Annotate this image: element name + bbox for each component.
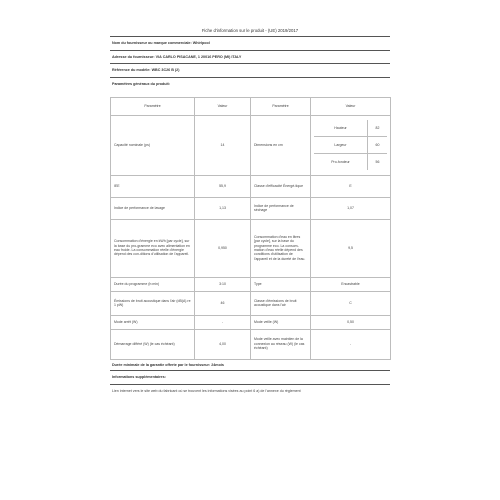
table-row [111, 277, 391, 291]
dimensions-cell [311, 115, 391, 175]
dimension-label: Pro-fondeur [314, 154, 367, 171]
dimension-value: 60 [367, 137, 387, 154]
parameter-cell: Type [251, 277, 311, 291]
additional-info-label: Informations supplémentaires: [112, 375, 166, 380]
parameter-cell: Durée du programme (h:min) [111, 277, 195, 291]
dimension-row [314, 137, 387, 154]
supplier-name-row [110, 37, 390, 50]
model-reference-value: WBC 3C26 B (2) [151, 68, 180, 73]
supplier-address-label: Adresse du fournisseur: [112, 54, 155, 59]
warranty-label: Durée minimale de la garantie offerte par le fournisseur: [112, 362, 211, 367]
value-cell: - [311, 329, 391, 359]
value-cell: 46 [195, 291, 251, 315]
column-header: Valeur [311, 97, 391, 115]
value-cell: 9,5 [311, 219, 391, 277]
value-cell: 1,07 [311, 197, 391, 219]
parameter-cell: Émissions de bruit acoustique dans l'air (dB(A) re 1 pW) [111, 291, 195, 315]
sheet-title: Fiche d'information sur le produit - (UE) 2019/2017 [201, 28, 299, 33]
table-row [111, 175, 391, 197]
supplier-address-row [110, 51, 390, 64]
parameter-cell: Consommation d'énergie en kWh [par cycle], sur la base du pro-gramme eco avec alimentation en eau froide. La consommation réelle d'énergie dépend des con-ditions d'utilisation de l'appareil. [111, 219, 195, 277]
parameter-cell: Dimensions en cm [251, 115, 311, 175]
parameter-cell: Classe d'efficacité Énergé-tique [251, 175, 311, 197]
table-header-row [111, 97, 391, 115]
model-reference-row [110, 64, 390, 77]
section-title: Paramètres généraux du produit: [112, 81, 170, 86]
dimension-value: 82 [367, 120, 387, 137]
column-header: Paramètre [251, 97, 311, 115]
parameter-cell: IEE [111, 175, 195, 197]
parameter-cell: Mode arrêt (W) [111, 315, 195, 329]
value-cell: 3:10 [195, 277, 251, 291]
value-cell: 14 [195, 115, 251, 175]
table-row [111, 291, 391, 315]
value-cell: 0,50 [311, 315, 391, 329]
manufacturer-link-text: Lien internet vers le site web du fabricant où se trouvent les informations visées au point 6 a) de l'annexe du règlement [112, 388, 301, 393]
table-row [111, 197, 391, 219]
value-cell: 55,9 [195, 175, 251, 197]
supplier-name-label: Nom du fournisseur ou marque commerciale: [112, 41, 192, 45]
table-row [111, 115, 391, 175]
table-row [111, 329, 391, 359]
column-header: Valeur [195, 97, 251, 115]
value-cell: 0,950 [195, 219, 251, 277]
value-cell: 1,13 [195, 197, 251, 219]
value-cell: C [311, 291, 391, 315]
parameter-cell: Mode veille (W) [251, 315, 311, 329]
parameter-cell: Classe d'émissions de bruit acoustique dans l'air [251, 291, 311, 315]
warranty-row [110, 360, 390, 371]
dimension-row [314, 120, 387, 137]
column-header: Paramètre [111, 97, 195, 115]
parameters-table [110, 97, 391, 360]
dimension-value: 56 [375, 159, 380, 164]
dimension-row [314, 154, 387, 171]
parameter-cell: Indice de performance de séchage [251, 197, 311, 219]
warranty-value: 24mois [211, 362, 224, 367]
product-information-sheet [110, 16, 390, 397]
supplier-address-value: VIA CARLO PISACANE, 1 20016 PERO (MI) ITALY [155, 54, 242, 59]
model-reference-label: Référence du modèle: [112, 68, 151, 73]
table-row [111, 219, 391, 277]
value-cell: 4,00 [195, 329, 251, 359]
value-cell: E [311, 175, 391, 197]
parameter-cell: Démarrage différé (W) (le cas échéant) [111, 329, 195, 359]
parameter-cell: Mode veille avec maintien de la connexion au réseau (W) (le cas échéant) [251, 329, 311, 359]
dimension-label: Hauteur [314, 120, 367, 137]
value-cell: - [195, 315, 251, 329]
value-cell: Encastrable [311, 277, 391, 291]
dimension-label: Largeur [314, 137, 367, 154]
table-row [111, 315, 391, 329]
dimensions-subtable [314, 120, 387, 170]
parameter-cell: Consommation d'eau en litres [par cycle], sur la base du programme eco. La consom-mation d'eau réelle dépend des conditions d'utilisation de l'appareil et de la dureté de l'eau. [251, 219, 311, 277]
parameter-cell: Capacité nominale (ps) [111, 115, 195, 175]
parameter-cell: Indice de performance de lavage [111, 197, 195, 219]
supplier-name-value: Whirlpool [192, 41, 210, 45]
